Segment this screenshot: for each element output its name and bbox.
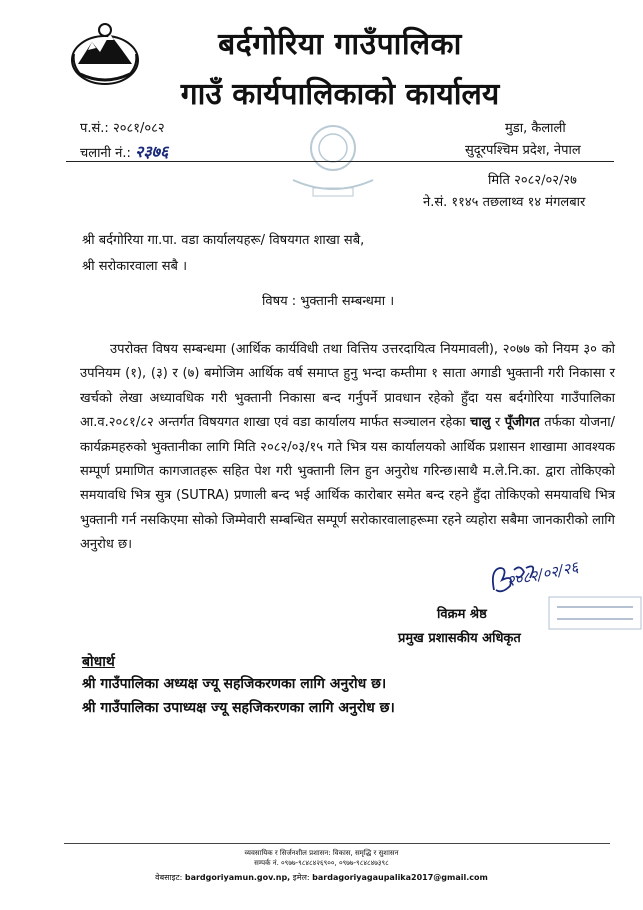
reference-label: प.सं.:	[80, 121, 109, 136]
address-line-2: सुदूरपश्चिम प्रदेश, नेपाल	[465, 143, 581, 158]
body-part-3: तर्फका योजना/कार्यक्रमहरुको भुक्तानीका लागि मिति २०८२/०३/१५ गते भित्र यस कार्यालयको आर्थिक प्रशासन शाखामा आवश्यक सम्पूर्ण प्रमाणित कागजातहरू सहित पेश गरी भुक्तानी लिन हुन अनुरोध गरिन्छ।साथै म.ले.नि.का. द्वारा तोकिएको समयावधि भित्र सुत्र (SUTRA) प्रणाली बन्द भई आर्थिक कारोबार समेत बन्द रहने हुँदा तोकिएको समयावधि भित्र भुक्तानी गर्न नसकिएमा सोको जिम्मेवारी सम्बन्धित सम्पूर्ण सरोकारवालाहरूमा रहने व्यहोरा सबैमा जानकारीको लागि अनुरोध छ।	[80, 415, 615, 553]
info-line-2: श्री गाउँपालिका उपाध्यक्ष ज्यू सहजिकरणका लागि अनुरोध छ।	[82, 700, 395, 716]
info-heading: बोधार्थ	[82, 654, 115, 670]
recipient-line-2: श्री सरोकारवाला सबै ।	[82, 259, 188, 274]
footer-slogan: व्यवसायिक र सिर्जनशील प्रशासन: विकास, समृद्धि र सुशासन	[244, 849, 399, 857]
designation-stamp-icon	[545, 593, 643, 633]
footer-contact: सम्पर्क नं. ०९७७-९८४८४२६९००, ०९७७-९८४८४७३९८	[254, 859, 389, 867]
date-label: मिति	[488, 173, 510, 188]
dispatch-value: २३७६	[135, 142, 169, 161]
handwritten-date: २०८२/०२/२६	[505, 557, 580, 591]
date-value: २०८२/०२/२७	[514, 173, 577, 188]
dispatch-label: चलानी नं.:	[80, 146, 131, 161]
date-line	[488, 170, 577, 188]
letter-subject: विषय : भुक्तानी सम्बन्धमा ।	[262, 294, 395, 309]
signatory-designation: प्रमुख प्रशासकीय अधिकृत	[398, 631, 521, 646]
signatory-name: विक्रम श्रेष्ठ	[437, 607, 487, 622]
reference-value: २०८१/०८२	[112, 121, 165, 136]
recipient-line-1: श्री बर्दगोरिया गा.पा. वडा कार्यालयहरू/ विषयगत शाखा सबै,	[82, 233, 365, 248]
footer-divider	[64, 843, 610, 844]
government-emblem-icon	[70, 20, 140, 86]
email-link[interactable]: bardagoriyagaupalika2017@gmail.com	[312, 873, 488, 882]
info-line-1: श्री गाउँपालिका अध्यक्ष ज्यू सहजिकरणका लागि अनुरोध छ।	[82, 676, 387, 692]
body-bold-capital: पूँजीगत	[504, 415, 540, 431]
body-part-2: र	[494, 415, 501, 431]
body-bold-current: चालु	[470, 415, 491, 431]
letter-body	[80, 338, 615, 558]
dispatch-number	[80, 140, 168, 162]
address-line-1: मुडा, कैलाली	[505, 121, 566, 136]
body-part-1: उपरोक्त विषय सम्बन्धमा (आर्थिक कार्यविधी तथा वित्तिय उत्तरदायित्व नियमावली), २०७७ को नियम ३० को उपनियम (१), (३) र (७) बमोजिम आर्थिक वर्ष समाप्त हुनु भन्दा कम्तीमा १ साता अगाडी भुक्तानी गरी निकासा र खर्चको लेखा अध्यावधिक गरी भुक्तानी निकासा बन्द गर्नुपर्ने प्रावधान रहेको हुँदा यस बर्दगोरिया गाउँपालिका आ.व.२०८१/८२ अन्तर्गत विषयगत शाखा एवं वडा कार्यालय मार्फत सञ्चालन रहेका	[80, 342, 615, 431]
office-subtitle: गाउँ कार्यपालिकाको कार्यालय	[180, 77, 500, 112]
header-divider	[66, 161, 614, 162]
footer-web-email	[0, 872, 643, 883]
website-label: वेबसाइट:	[155, 873, 183, 882]
website-link[interactable]: bardgoriyamun.gov.np,	[184, 873, 291, 882]
nepal-samvat-date: ने.सं. ११४५ तछलाथ्व १४ मंगलबार	[423, 195, 586, 210]
reference-number	[80, 118, 165, 136]
office-name-title: बर्दगोरिया गाउँपालिका	[218, 27, 462, 62]
email-label: इमेल:	[292, 873, 310, 882]
